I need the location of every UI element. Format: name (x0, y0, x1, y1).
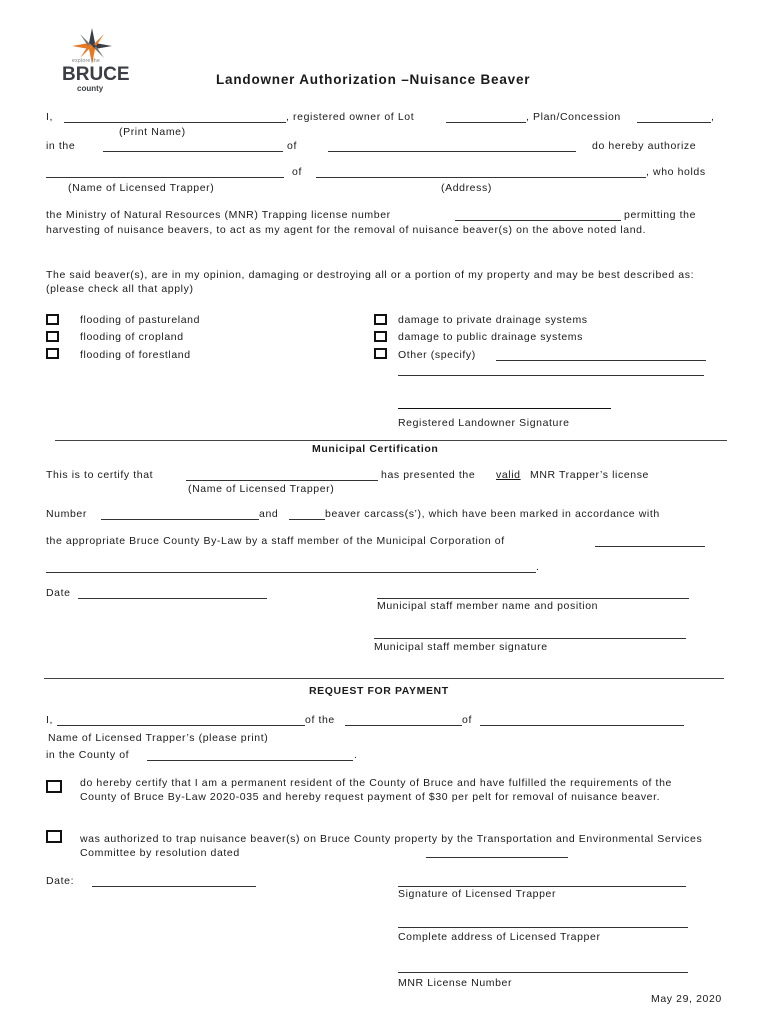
number-field[interactable] (101, 519, 259, 520)
payment-trapper-name-field[interactable] (57, 725, 305, 726)
label-certify: This is to certify that (46, 469, 154, 481)
label-county-of: in the County of (46, 749, 130, 761)
payment-location-field[interactable] (480, 725, 684, 726)
label-date-payment: Date: (46, 875, 75, 887)
label-permitting: permitting the (624, 209, 697, 221)
trapper-name-field[interactable] (46, 177, 284, 178)
label-landowner-signature: Registered Landowner Signature (398, 417, 570, 429)
label-of-the: of the (305, 714, 335, 726)
option-private-drainage: damage to private drainage systems (398, 314, 588, 326)
label-number: Number (46, 508, 87, 520)
checkbox-cropland[interactable] (46, 331, 59, 342)
label-has-presented: has presented the (381, 469, 476, 481)
label-staff-signature: Municipal staff member signature (374, 641, 548, 653)
label-valid: valid (496, 469, 521, 481)
label-plan: , Plan/Concession (526, 111, 621, 123)
footer-date: May 29, 2020 (651, 993, 722, 1005)
checkbox-private-drainage[interactable] (374, 314, 387, 325)
label-carcass: beaver carcass(s’), which have been marked in accordance with (325, 508, 660, 520)
checkbox-forestland[interactable] (46, 348, 59, 359)
label-who-holds: , who holds (646, 166, 706, 178)
trapper-address-field-2[interactable] (398, 927, 688, 928)
section-divider-1 (55, 440, 727, 441)
county-field[interactable] (147, 760, 353, 761)
authorized-text: was authorized to trap nuisance beaver(s) on Bruce County property by the Transportation and Environmental Services Committee by resolution dated (80, 833, 703, 859)
municipality-field[interactable] (103, 151, 283, 152)
trapper-address-field[interactable] (316, 177, 646, 178)
checkbox-permanent-resident[interactable] (46, 780, 62, 793)
section-divider-2 (44, 678, 724, 679)
mnr-license-field[interactable] (398, 972, 688, 973)
label-period-2: . (354, 749, 358, 761)
label-i-payment: I, (46, 714, 54, 726)
label-i: I, (46, 111, 54, 123)
date-municipal-field[interactable] (78, 598, 267, 599)
label-and: and (259, 508, 279, 520)
label-do-hereby: do hereby authorize (592, 140, 697, 152)
label-trapper-signature: Signature of Licensed Trapper (398, 888, 557, 900)
option-pastureland: flooding of pastureland (80, 314, 201, 326)
harvest-text: harvesting of nuisance beavers, to act as my agent for the removal of nuisance beaver(s) on the above noted land. (46, 224, 647, 236)
bylaw-text: the appropriate Bruce County By-Law by a staff member of the Municipal Corporation of (46, 535, 505, 547)
label-date-municipal: Date (46, 587, 71, 599)
municipal-corporation-field-2[interactable] (46, 572, 536, 573)
logo-sub: county (77, 84, 104, 93)
trapper-signature-field[interactable] (398, 886, 686, 887)
resolution-date-field[interactable] (426, 857, 568, 858)
carcass-count-field[interactable] (289, 519, 325, 520)
label-mnr-license-number: MNR License Number (398, 977, 513, 989)
damage-description-text: The said beaver(s), are in my opinion, damaging or destroying all or a portion of my property and may be best described as: (please check all that apply) (46, 269, 695, 295)
bruce-county-logo (58, 26, 130, 96)
checkbox-pastureland[interactable] (46, 314, 59, 325)
location-field[interactable] (328, 151, 576, 152)
logo-tagline: explore the (72, 58, 101, 64)
page-title: Landowner Authorization –Nuisance Beaver (216, 72, 531, 87)
label-comma: , (711, 111, 715, 123)
option-cropland: flooding of cropland (80, 331, 184, 343)
checkbox-public-drainage[interactable] (374, 331, 387, 342)
label-in-the: in the (46, 140, 76, 152)
payment-heading: REQUEST FOR PAYMENT (309, 685, 449, 697)
checkbox-other[interactable] (374, 348, 387, 359)
label-name-trapper-2: (Name of Licensed Trapper) (188, 483, 335, 495)
label-registered-owner: , registered owner of Lot (286, 111, 415, 123)
label-of-payment: of (462, 714, 472, 726)
label-print-name: (Print Name) (119, 126, 186, 138)
landowner-signature-field[interactable] (398, 408, 611, 409)
date-payment-field[interactable] (92, 886, 256, 887)
municipal-corporation-field[interactable] (595, 546, 705, 547)
certify-trapper-field[interactable] (186, 480, 378, 481)
lot-field[interactable] (446, 122, 526, 123)
ministry-text: the Ministry of Natural Resources (MNR) Trapping license number (46, 209, 391, 221)
logo-wordmark: BRUCE (62, 64, 130, 85)
plan-field[interactable] (637, 122, 711, 123)
municipal-heading: Municipal Certification (312, 443, 439, 455)
label-mnr-license: MNR Trapper’s license (530, 469, 649, 481)
label-name-print: Name of Licensed Trapper’s (please print) (48, 732, 269, 744)
other-specify-field-2[interactable] (398, 375, 704, 376)
label-staff-name: Municipal staff member name and position (377, 600, 599, 612)
staff-signature-field[interactable] (374, 638, 686, 639)
label-name-licensed-trapper: (Name of Licensed Trapper) (68, 182, 215, 194)
label-of-1: of (287, 140, 297, 152)
label-period-1: . (536, 561, 540, 573)
print-name-field[interactable] (64, 122, 286, 123)
payment-municipality-field[interactable] (345, 725, 462, 726)
staff-name-field[interactable] (377, 598, 689, 599)
label-address: (Address) (441, 182, 492, 194)
certify-resident-text: do hereby certify that I am a permanent resident of the County of Bruce and have fulfilled the requirements of the County of Bruce By-Law 2020-035 and hereby request payment of $30 per pelt for removal of nuisance beaver. (80, 777, 672, 803)
checkbox-authorized[interactable] (46, 830, 62, 843)
option-forestland: flooding of forestland (80, 349, 191, 361)
option-public-drainage: damage to public drainage systems (398, 331, 583, 343)
license-number-field[interactable] (455, 220, 621, 221)
option-other: Other (specify) (398, 349, 476, 361)
other-specify-field[interactable] (496, 360, 706, 361)
label-of-2: of (292, 166, 302, 178)
label-trapper-address: Complete address of Licensed Trapper (398, 931, 601, 943)
